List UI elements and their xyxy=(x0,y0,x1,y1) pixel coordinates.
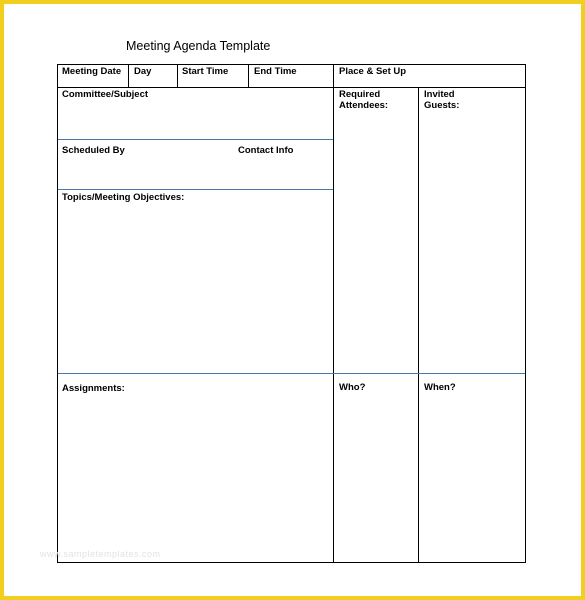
scheduled-divider xyxy=(58,189,333,190)
meeting-date-label: Meeting Date xyxy=(62,66,122,77)
topics-objectives-label: Topics/Meeting Objectives: xyxy=(62,192,185,203)
invited-guests-line-2: Guests: xyxy=(424,100,460,111)
day-label: Day xyxy=(134,66,152,77)
header-divider-start xyxy=(177,64,178,88)
who-label: Who? xyxy=(339,382,366,393)
invited-guests-label xyxy=(424,89,459,111)
table-right-border xyxy=(525,64,526,563)
attendees-guests-divider xyxy=(418,87,419,563)
header-divider-day xyxy=(128,64,129,88)
assignments-label: Assignments: xyxy=(62,383,125,394)
committee-divider xyxy=(58,139,333,140)
main-column-divider xyxy=(333,64,334,563)
header-divider-end xyxy=(248,64,249,88)
table-bottom-border xyxy=(57,562,526,563)
place-setup-label: Place & Set Up xyxy=(339,66,407,77)
assignments-divider xyxy=(58,373,525,374)
contact-info-label: Contact Info xyxy=(238,145,294,156)
invited-guests-line-1: Invited xyxy=(424,89,455,100)
page-title: Meeting Agenda Template xyxy=(126,39,271,53)
watermark: www.sampletemplates.com xyxy=(40,549,161,559)
committee-subject-label: Committee/Subject xyxy=(62,89,149,100)
required-attendees-label xyxy=(339,89,388,111)
required-attendees-line-1: Required xyxy=(339,89,381,100)
required-attendees-line-2: Attendees: xyxy=(339,100,389,111)
end-time-label: End Time xyxy=(254,66,297,77)
scheduled-by-label: Scheduled By xyxy=(62,145,125,156)
when-label: When? xyxy=(424,382,456,393)
start-time-label: Start Time xyxy=(182,66,229,77)
